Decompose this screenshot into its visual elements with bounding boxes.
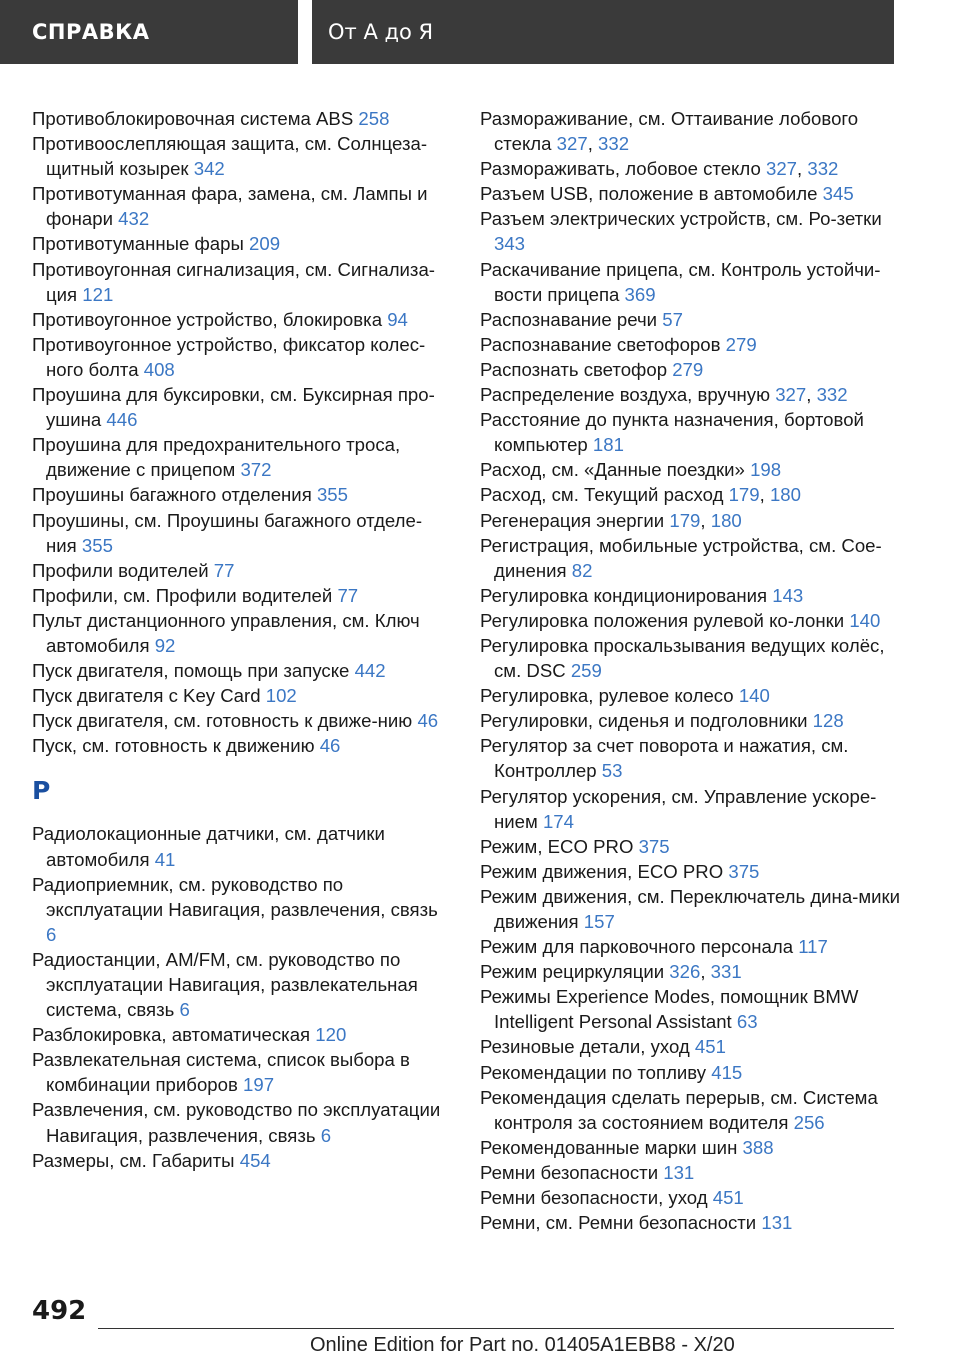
index-entry-text: Противоугонное устройство, фиксатор колес-ного болта <box>32 333 426 380</box>
index-entry-text: Режимы Experience Modes, помощник BMW Intelligent Personal Assistant <box>480 986 859 1033</box>
index-entry: Регенерация энергии 179, 180 <box>480 509 742 531</box>
index-entry: Размораживание, см. Оттаивание лобового стекла 327, 332 <box>480 108 859 155</box>
index-entry-text: Регистрация, мобильные устройства, см. Сое-динения <box>480 534 882 581</box>
index-entry-text: Размораживание, см. Оттаивание лобового стекла <box>480 108 859 155</box>
page-reference-link[interactable]: 332 <box>816 384 848 406</box>
index-entry <box>32 708 452 733</box>
index-entry <box>32 872 452 947</box>
index-entry <box>480 784 905 834</box>
index-entry <box>32 1148 452 1173</box>
page-reference-link[interactable]: 82 <box>571 559 593 581</box>
page-reference-link[interactable]: 46 <box>417 710 439 732</box>
index-entry <box>32 608 452 658</box>
footer-divider <box>98 1328 894 1329</box>
index-list-p <box>32 106 452 758</box>
index-entry-text: Режим для парковочного персонала <box>480 936 794 958</box>
page-reference-link[interactable]: 120 <box>315 1024 347 1046</box>
index-entry-text: Пуск двигателя, помощь при запуске <box>32 660 350 682</box>
index-entry <box>32 947 452 1022</box>
index-entry-text: Проушины багажного отделения <box>32 484 312 506</box>
page-reference-link[interactable]: 259 <box>570 660 602 682</box>
index-entry-text: Противотуманные фары <box>32 233 244 255</box>
index-entry <box>480 708 905 733</box>
page-reference-link[interactable]: 92 <box>154 634 176 656</box>
index-entry-text: Рекомендованные марки шин <box>480 1136 738 1158</box>
footer-edition: Online Edition for Part no. 01405A1EBB8 - X/20 <box>310 1334 735 1356</box>
page-reference-link[interactable]: 117 <box>798 936 828 958</box>
index-entry-text: Проушина для буксировки, см. Буксирная про-ушина <box>32 384 435 431</box>
page-reference-link[interactable]: 174 <box>542 810 574 832</box>
index-entry <box>480 332 905 357</box>
page-reference-link[interactable]: 446 <box>106 409 138 431</box>
page-reference-link[interactable]: 331 <box>710 961 742 983</box>
index-entry-text: Режим движения, ECO PRO <box>480 860 724 882</box>
page-reference-link[interactable]: 140 <box>849 609 881 631</box>
page-reference-link[interactable]: 327 <box>556 133 588 155</box>
page-reference-link[interactable]: 94 <box>387 308 408 330</box>
index-entry-text: Развлекательная система, список выбора в комбинации приборов <box>32 1049 410 1096</box>
index-entry <box>480 834 905 859</box>
index-entry-text: Радиостанции, AM/FM, см. руководство по эксплуатации Навигация, развлекательная система, связь <box>32 948 418 1021</box>
index-entry-text: Размораживать, лобовое стекло <box>480 158 761 180</box>
page-reference-link[interactable]: 46 <box>319 735 341 757</box>
page-reference-link[interactable]: 102 <box>265 685 297 707</box>
index-entry-text: Распознавание речи <box>480 308 658 330</box>
index-entry-text: Радиоприемник, см. руководство по эксплуатации Навигация, развлечения, связь <box>32 873 438 920</box>
section-label: СПРАВКА <box>32 20 150 44</box>
index-entry-text: Профили водителей <box>32 559 209 581</box>
index-entry <box>32 558 452 583</box>
index-entry: Распределение воздуха, вручную 327, 332 <box>480 384 848 406</box>
index-entry-text: Рекомендации по топливу <box>480 1061 707 1083</box>
page-reference-link[interactable]: 198 <box>750 459 782 481</box>
index-entry <box>32 231 452 256</box>
page-reference-link[interactable]: 454 <box>239 1149 271 1171</box>
page-reference-link[interactable]: 131 <box>663 1161 695 1183</box>
index-entry-text: Пуск двигателя, см. готовность к движе-нию <box>32 710 413 732</box>
page-reference-link[interactable]: 451 <box>694 1036 726 1058</box>
index-entry-text: Разблокировка, автоматическая <box>32 1024 311 1046</box>
index-entry <box>480 533 905 583</box>
page-reference-link[interactable]: 143 <box>772 584 804 606</box>
page-reference-link[interactable]: 256 <box>793 1111 825 1133</box>
index-entry-text: Раскачивание прицепа, см. Контроль устойчи-вости прицепа <box>480 258 881 305</box>
index-entry-text: Резиновые детали, уход <box>480 1036 690 1058</box>
page-number: 492 <box>32 1296 87 1326</box>
index-entry-text: Ремни безопасности <box>480 1161 659 1183</box>
index-entry <box>480 984 905 1034</box>
page-reference-link[interactable]: 131 <box>761 1212 793 1234</box>
index-entry-text: Режим, ECO PRO <box>480 835 634 857</box>
index-entry-text: Регулировка, рулевое колесо <box>480 685 734 707</box>
page-reference-link[interactable]: 179 <box>669 509 701 531</box>
index-entry <box>480 1210 905 1235</box>
index-entry: Расход, см. Текущий расход 179, 180 <box>480 484 801 506</box>
index-entry <box>32 1047 452 1097</box>
page-reference-link[interactable]: 451 <box>712 1187 744 1209</box>
index-entry-text: Противоблокировочная система ABS <box>32 108 354 129</box>
index-entry <box>32 332 452 382</box>
page-reference-link[interactable]: 332 <box>598 133 630 155</box>
page-reference-link[interactable]: 408 <box>143 358 175 380</box>
index-entry <box>480 457 905 482</box>
index-entry <box>32 106 452 131</box>
page-reference-link[interactable]: 6 <box>179 999 190 1021</box>
index-entry-text: Распознавание светофоров <box>480 333 721 355</box>
index-entry-text: Противотуманная фара, замена, см. Лампы и фонари <box>32 183 428 230</box>
index-entry-text: Регенерация энергии <box>480 509 665 531</box>
index-entry-text: Регулятор за счет поворота и нажатия, см. Контроллер <box>480 735 849 782</box>
index-entry-text: Расстояние до пункта назначения, бортовой компьютер <box>480 409 864 456</box>
index-entry <box>480 633 905 683</box>
index-entry <box>32 131 452 181</box>
index-entry: Размораживать, лобовое стекло 327, 332 <box>480 158 839 180</box>
index-entry <box>32 1022 452 1047</box>
page-reference-link[interactable]: 326 <box>669 961 701 983</box>
page-reference-link[interactable]: 258 <box>358 108 390 129</box>
index-entry <box>480 608 905 633</box>
index-entry-text: Режим движения, см. Переключатель дина-мики движения <box>480 885 901 932</box>
index-entry-text: Регулятор ускорения, см. Управление ускоре-нием <box>480 785 877 832</box>
index-entry <box>480 307 905 332</box>
index-entry <box>480 1135 905 1160</box>
page-reference-link[interactable]: 180 <box>769 484 801 506</box>
page-reference-link[interactable]: 53 <box>601 760 623 782</box>
index-entry <box>480 1185 905 1210</box>
index-entry-text: Ремни безопасности, уход <box>480 1187 708 1209</box>
page-reference-link[interactable]: 181 <box>592 434 624 456</box>
index-entry <box>480 257 905 307</box>
page-reference-link[interactable]: 375 <box>728 860 760 882</box>
chapter-title: От А до Я <box>328 20 434 44</box>
page-reference-link[interactable]: 63 <box>736 1011 758 1033</box>
index-entry <box>480 683 905 708</box>
index-entry-text: Разъем электрических устройств, см. Ро-зетки <box>480 208 882 230</box>
index-column-left <box>32 106 452 1173</box>
index-entry <box>480 583 905 608</box>
index-entry <box>32 1097 452 1147</box>
index-entry <box>480 733 905 783</box>
index-entry-text: Противоослепляющая защита, см. Солнцеза-щитный козырек <box>32 133 428 180</box>
index-entry <box>32 181 452 231</box>
section-letter-heading: Р <box>32 776 51 806</box>
page-reference-link[interactable]: 121 <box>82 283 114 305</box>
index-entry <box>480 884 905 934</box>
index-list-r-continued <box>480 106 905 1235</box>
page-reference-link[interactable]: 355 <box>316 484 348 506</box>
page-reference-link[interactable]: 179 <box>728 484 760 506</box>
index-entry <box>32 733 452 758</box>
page-reference-link[interactable]: 77 <box>213 559 235 581</box>
index-entry <box>32 508 452 558</box>
page-reference-link[interactable]: 41 <box>154 848 176 870</box>
index-entry <box>32 821 452 871</box>
page-reference-link[interactable]: 388 <box>742 1136 774 1158</box>
index-entry-text: Пуск двигателя с Key Card <box>32 685 261 707</box>
index-entry-text: Проушины, см. Проушины багажного отделе-ния <box>32 509 423 556</box>
page-reference-link[interactable]: 279 <box>672 358 704 380</box>
index-entry-text: Распознать светофор <box>480 358 668 380</box>
index-entry <box>32 658 452 683</box>
index-list-r <box>32 821 452 1172</box>
index-entry <box>480 1160 905 1185</box>
index-entry <box>480 859 905 884</box>
page-reference-link[interactable]: 432 <box>118 208 150 230</box>
page-reference-link[interactable]: 157 <box>583 911 615 932</box>
page-reference-link[interactable]: 442 <box>354 660 386 682</box>
index-entry <box>32 432 452 482</box>
page-reference-link[interactable]: 128 <box>812 710 844 732</box>
index-entry <box>32 683 452 708</box>
page-reference-link[interactable]: 209 <box>249 233 281 255</box>
index-entry-text: Проушина для предохранительного троса, движение с прицепом <box>32 434 401 481</box>
index-entry <box>32 382 452 432</box>
page-reference-link[interactable]: 6 <box>46 923 57 945</box>
index-entry-text: Рекомендация сделать перерыв, см. Система контроля за состоянием водителя <box>480 1086 878 1133</box>
index-entry-text: Противоугонное устройство, блокировка <box>32 308 383 330</box>
index-entry-text: Противоугонная сигнализация, см. Сигнализа-ция <box>32 258 435 305</box>
index-entry <box>480 934 905 959</box>
index-entry-text: Режим рециркуляции <box>480 961 665 983</box>
page-reference-link[interactable]: 77 <box>337 584 359 606</box>
page-reference-link[interactable]: 57 <box>662 308 683 330</box>
index-entry-text: Разъем USB, положение в автомобиле <box>480 183 818 205</box>
index-entry-text: Регулировка проскальзывания ведущих колёс, см. DSC <box>480 634 885 682</box>
index-entry <box>480 1085 905 1135</box>
index-entry-text: Регулировка кондиционирования <box>480 584 768 606</box>
page-reference-link[interactable]: 345 <box>822 183 854 205</box>
page-reference-link[interactable]: 355 <box>81 534 113 556</box>
index-entry <box>480 357 905 382</box>
index-entry <box>480 181 905 206</box>
index-entry <box>32 583 452 608</box>
index-entry <box>480 407 905 457</box>
index-entry <box>32 307 452 332</box>
page-reference-link[interactable]: 415 <box>711 1061 743 1083</box>
index-entry-text: Радиолокационные датчики, см. датчики автомобиля <box>32 823 385 870</box>
page-reference-link[interactable]: 180 <box>710 509 742 531</box>
index-entry <box>480 1034 905 1059</box>
page-reference-link[interactable]: 342 <box>193 158 225 180</box>
section-tab <box>0 0 298 64</box>
index-entry-text: Расход, см. Текущий расход <box>480 484 724 506</box>
page-reference-link[interactable]: 369 <box>624 283 656 305</box>
chapter-title-tab <box>312 0 894 64</box>
index-entry-text: Расход, см. «Данные поездки» <box>480 459 745 481</box>
index-entry-text: Регулировки, сиденья и подголовники <box>480 710 808 732</box>
index-entry <box>32 257 452 307</box>
page-reference-link[interactable]: 332 <box>807 158 839 180</box>
index-entry <box>32 482 452 507</box>
page-reference-link[interactable]: 279 <box>725 333 757 355</box>
page-reference-link[interactable]: 343 <box>494 233 526 255</box>
index-column-right <box>480 106 905 1235</box>
index-entry-text: Регулировка положения рулевой ко-лонки <box>480 609 845 631</box>
page-reference-link[interactable]: 327 <box>775 384 807 406</box>
index-entry-text: Пуск, см. готовность к движению <box>32 735 315 757</box>
index-entry-text: Распределение воздуха, вручную <box>480 384 771 406</box>
index-entry-text: Размеры, см. Габариты <box>32 1149 235 1171</box>
page-reference-link[interactable]: 327 <box>765 158 798 180</box>
index-entry <box>480 1060 905 1085</box>
index-entry-text: Развлечения, см. руководство по эксплуатации Навигация, развлечения, связь <box>32 1099 441 1146</box>
page-reference-link[interactable]: 6 <box>320 1124 332 1146</box>
index-entry-text: Пульт дистанционного управления, см. Ключ автомобиля <box>32 609 420 656</box>
page-reference-link[interactable]: 372 <box>240 459 272 481</box>
index-entry-text: Ремни, см. Ремни безопасности <box>480 1212 757 1234</box>
page-reference-link[interactable]: 375 <box>638 835 670 857</box>
index-entry: Режим рециркуляции 326, 331 <box>480 961 742 983</box>
page-reference-link[interactable]: 197 <box>243 1074 275 1096</box>
index-entry <box>480 206 905 256</box>
index-entry-text: Профили, см. Профили водителей <box>32 584 333 606</box>
page-reference-link[interactable]: 140 <box>738 685 770 707</box>
